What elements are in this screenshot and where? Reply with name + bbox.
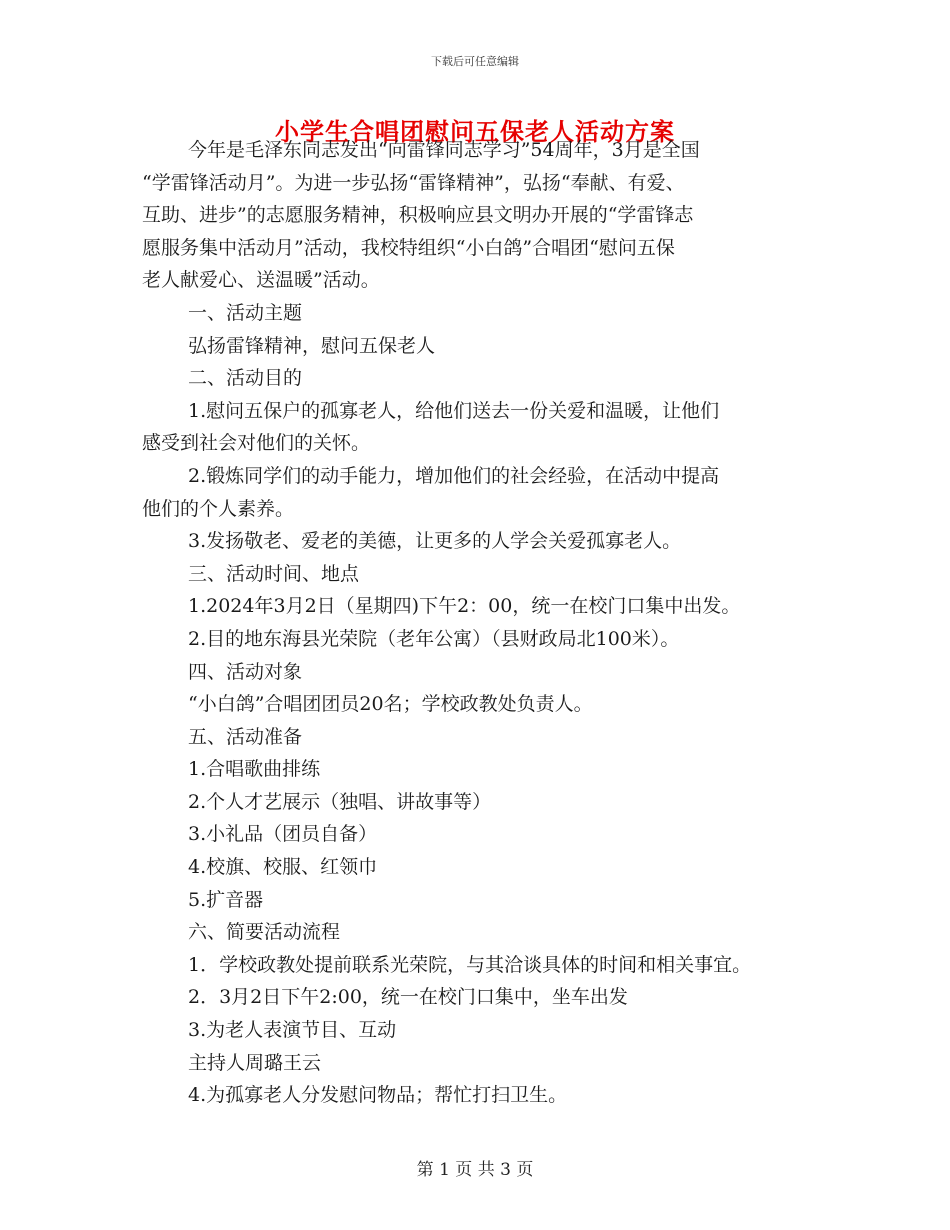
document-body: [142, 134, 822, 1112]
list-item: 3.发扬敬老、爱老的美德，让更多的人学会关爱孤寡老人。: [188, 530, 682, 553]
paragraph-line: “学雷锋活动月”。为进一步弘扬“雷锋精神”，弘扬“奉献、有爱、: [142, 171, 685, 194]
page-header: 下载后可任意编辑: [431, 55, 519, 68]
paragraph-line: 感受到社会对他们的关怀。: [142, 432, 371, 455]
section-heading: 一、活动主题: [188, 301, 303, 324]
list-item: 4.为孤寡老人分发慰问物品；帮忙打扫卫生。: [188, 1084, 568, 1107]
section-heading: 六、简要活动流程: [188, 921, 341, 944]
list-item: 2．3月2日下午2:00，统一在校门口集中，坐车出发: [188, 986, 628, 1009]
paragraph-line: 愿服务集中活动月”活动，我校特组织“小白鸽”合唱团“慰问五保: [142, 236, 675, 259]
list-item: 2.目的地东海县光荣院（老年公寓）（县财政局北100米）。: [188, 627, 680, 650]
section-heading: 五、活动准备: [188, 725, 303, 748]
paragraph-line: 老人献爱心、送温暖”活动。: [142, 269, 380, 292]
paragraph-line: 主持人周璐王云: [188, 1051, 322, 1074]
paragraph-line: “小白鸽”合唱团团员20名；学校政教处负责人。: [188, 693, 593, 716]
list-item: 1．学校政教处提前联系光荣院，与其洽谈具体的时间和相关事宜。: [188, 953, 752, 976]
section-heading: 三、活动时间、地点: [188, 562, 360, 585]
list-item: 1.合唱歌曲排练: [188, 758, 321, 781]
list-item: 3.为老人表演节目、互动: [188, 1019, 397, 1042]
paragraph-line: 弘扬雷锋精神，慰问五保老人: [188, 334, 436, 357]
page-footer: 第 1 页 共 3 页: [416, 1160, 534, 1180]
paragraph-line: 他们的个人素养。: [142, 497, 295, 520]
paragraph-line: 今年是毛泽东同志发出“向雷锋同志学习”54周年，3月是全国: [188, 139, 700, 161]
list-item: 4.校旗、校服、红领巾: [188, 856, 378, 879]
list-item: 2.锻炼同学们的动手能力，增加他们的社会经验，在活动中提高: [188, 464, 720, 487]
list-item: 3.小礼品（团员自备）: [188, 823, 378, 846]
list-item: 1.慰问五保户的孤寡老人，给他们送去一份关爱和温暖，让他们: [188, 399, 720, 422]
paragraph-line: 互助、进步”的志愿服务精神，积极响应县文明办开展的“学雷锋志: [142, 204, 694, 227]
list-item: 1.2024年3月2日（星期四)下午2：00，统一在校门口集中出发。: [188, 595, 741, 618]
list-item: 2.个人才艺展示（独唱、讲故事等）: [188, 790, 492, 813]
document-title: 小学生合唱团慰问五保老人活动方案: [275, 117, 675, 146]
section-heading: 二、活动目的: [188, 367, 303, 390]
section-heading: 四、活动对象: [188, 660, 303, 683]
list-item: 5.扩音器: [188, 888, 264, 911]
